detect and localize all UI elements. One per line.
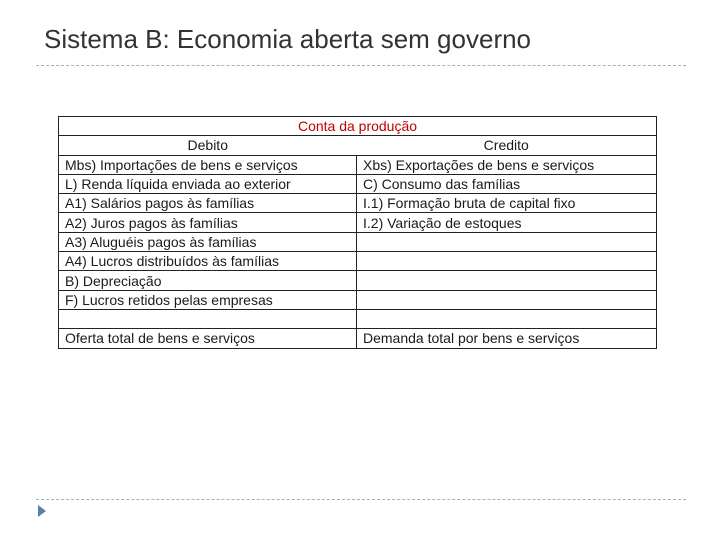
table-row <box>59 155 657 174</box>
table-row <box>59 290 657 309</box>
debit-cell: F) Lucros retidos pelas empresas <box>59 290 357 309</box>
debit-cell: Mbs) Importações de bens e serviços <box>59 155 357 174</box>
slide-title: Sistema B: Economia aberta sem governo <box>44 24 532 54</box>
table-header-row <box>59 136 657 155</box>
credit-cell <box>357 271 657 290</box>
credit-cell <box>357 252 657 271</box>
debit-cell: A2) Juros pagos às famílias <box>59 213 357 232</box>
header-credito: Credito <box>357 136 657 155</box>
credit-cell: C) Consumo das famílias <box>357 174 657 193</box>
credit-cell <box>357 290 657 309</box>
debit-cell: L) Renda líquida enviada ao exterior <box>59 174 357 193</box>
debit-cell: A1) Salários pagos às famílias <box>59 194 357 213</box>
production-account-table <box>58 116 657 349</box>
table-row <box>59 232 657 251</box>
debit-cell: A4) Lucros distribuídos às famílias <box>59 252 357 271</box>
debit-cell: B) Depreciação <box>59 271 357 290</box>
debit-cell: Oferta total de bens e serviços <box>59 329 357 348</box>
footer-divider <box>36 499 686 500</box>
credit-cell <box>357 232 657 251</box>
debit-cell <box>59 309 357 328</box>
title-divider <box>36 65 686 66</box>
credit-cell: I.1) Formação bruta de capital fixo <box>357 194 657 213</box>
table-row <box>59 213 657 232</box>
table-row <box>59 309 657 328</box>
table-caption-row <box>59 117 657 136</box>
table-row <box>59 194 657 213</box>
table-row <box>59 271 657 290</box>
credit-cell: Xbs) Exportações de bens e serviços <box>357 155 657 174</box>
credit-cell <box>357 309 657 328</box>
credit-cell: I.2) Variação de estoques <box>357 213 657 232</box>
table-caption: Conta da produção <box>59 117 657 136</box>
bullet-arrow-icon <box>38 505 46 517</box>
table-row <box>59 329 657 348</box>
table-row <box>59 252 657 271</box>
header-debito: Debito <box>59 136 357 155</box>
debit-cell: A3) Aluguéis pagos às famílias <box>59 232 357 251</box>
credit-cell: Demanda total por bens e serviços <box>357 329 657 348</box>
table-row <box>59 174 657 193</box>
